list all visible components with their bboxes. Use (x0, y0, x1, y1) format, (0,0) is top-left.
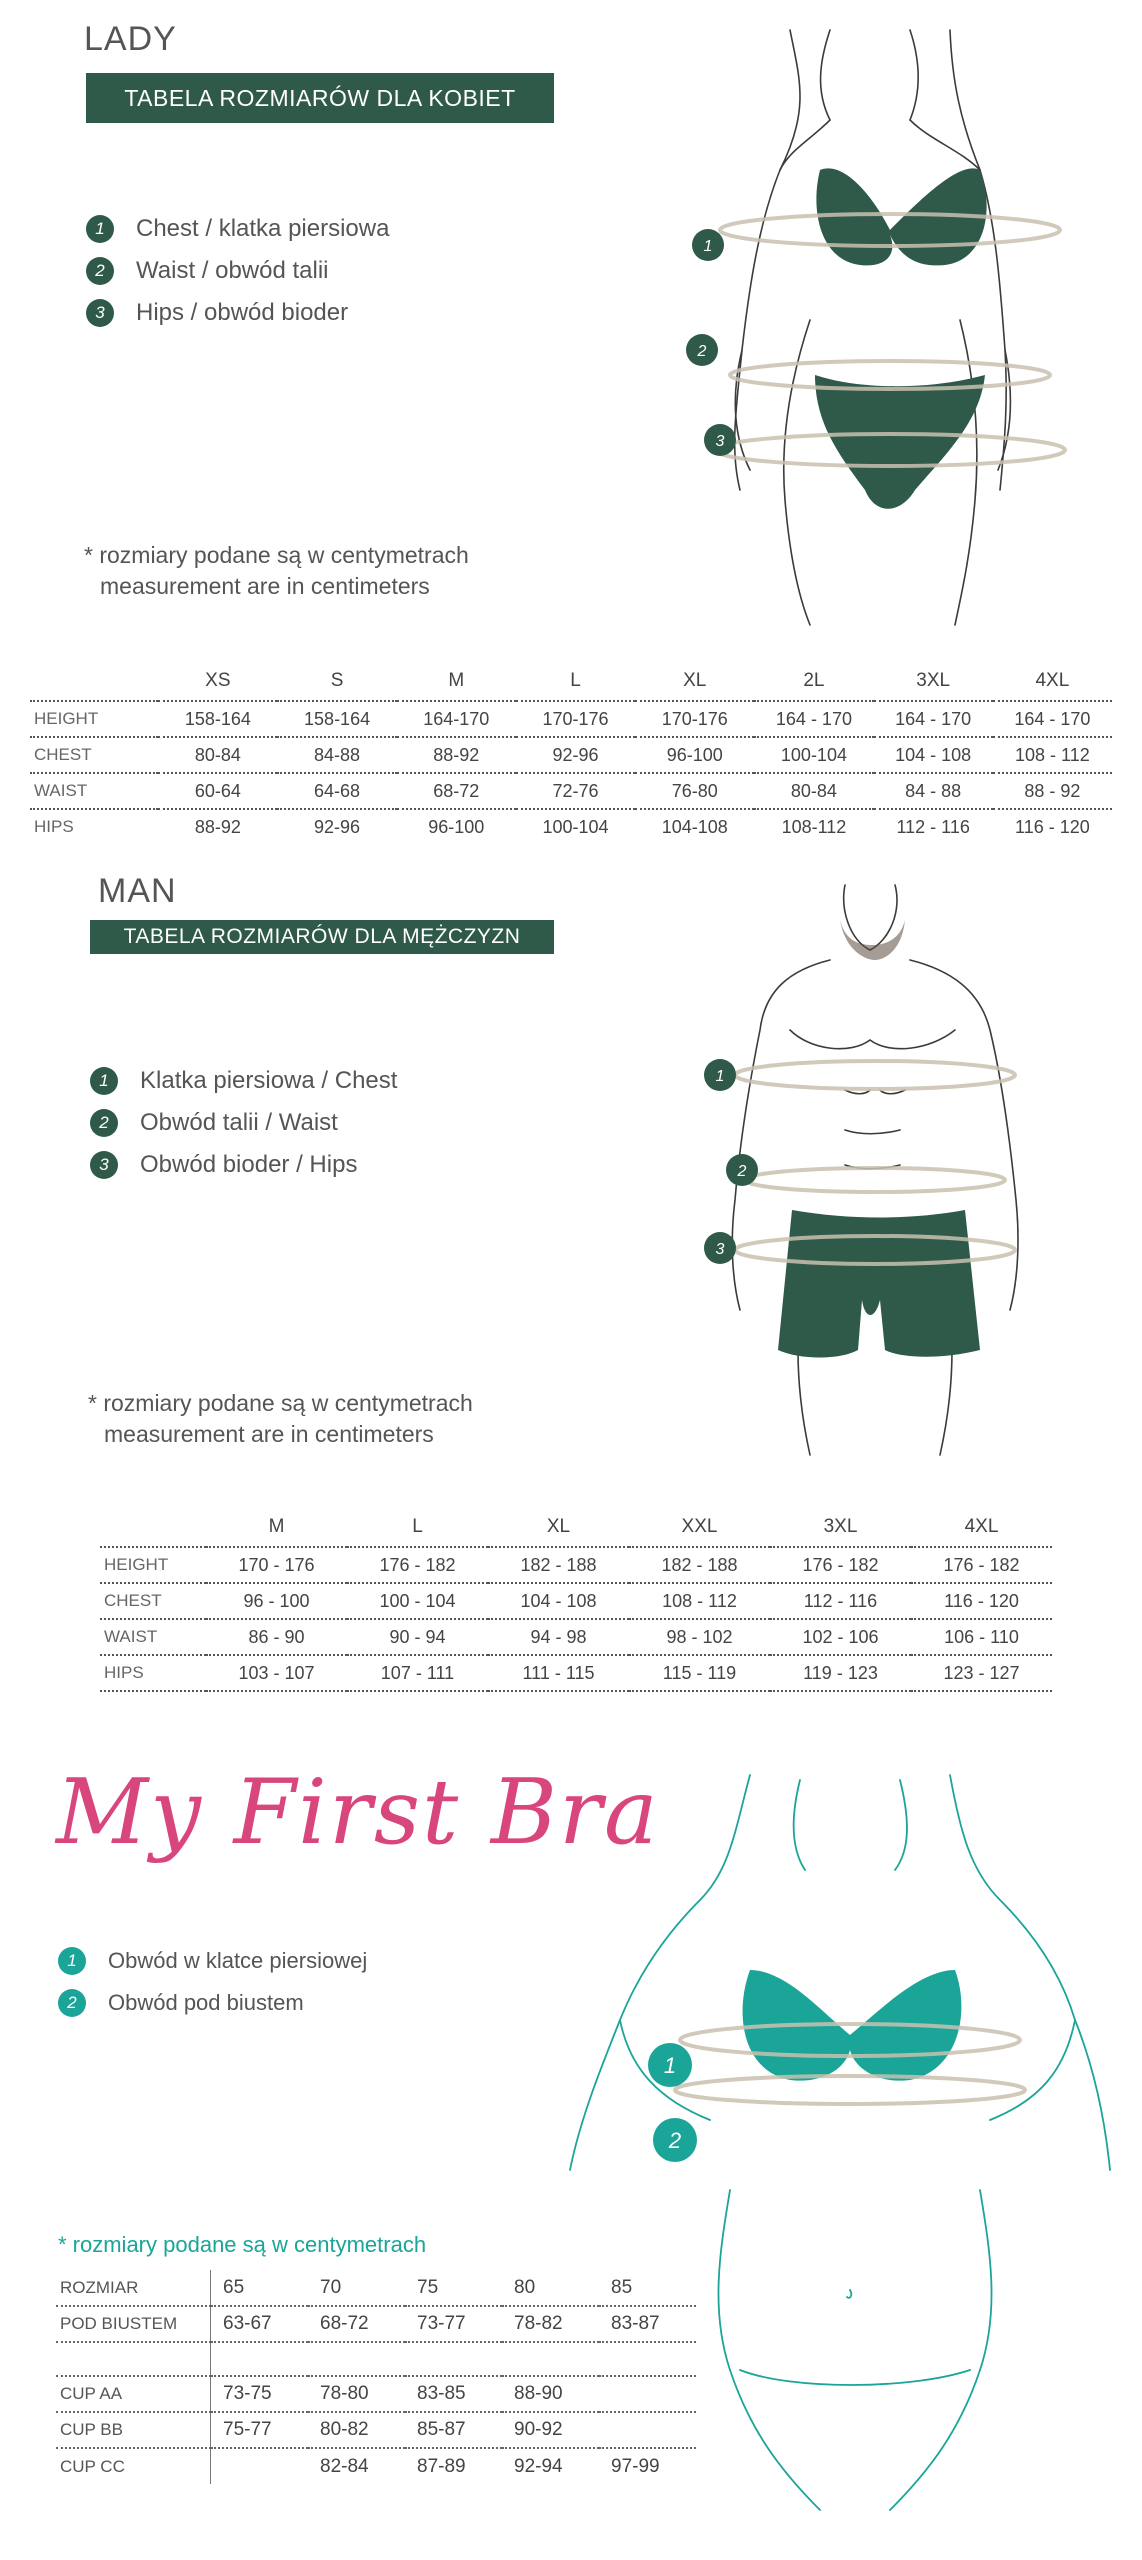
man-banner: TABELA ROZMIARÓW DLA MĘŻCZYZN (90, 920, 554, 954)
table-row (30, 809, 1112, 844)
svg-text:2: 2 (668, 2128, 682, 2153)
table-row (100, 1583, 1052, 1619)
size-header: S (330, 670, 344, 691)
table-cell: 73-77 (405, 2306, 502, 2342)
lady-title: LADY (84, 20, 177, 58)
bra-size-table (56, 2270, 696, 2484)
svg-text:3: 3 (715, 433, 725, 450)
table-cell: 84 - 88 (874, 773, 993, 809)
bra-note: * rozmiary podane są w centymetrach (58, 2232, 427, 2257)
table-cell: 104-108 (635, 809, 754, 844)
table-cell: 73-75 (211, 2376, 309, 2412)
row-label: HEIGHT (30, 701, 158, 737)
table-cell: 78-82 (502, 2306, 599, 2342)
table-cell: 176 - 182 (347, 1547, 488, 1583)
table-cell: 63-67 (211, 2306, 309, 2342)
table-cell: 108 - 112 (993, 737, 1112, 773)
table-cell: 108-112 (754, 809, 873, 844)
note-line: * rozmiary podane są w centymetrach (88, 1390, 473, 1416)
table-row (100, 1547, 1052, 1583)
size-header: L (570, 670, 581, 691)
svg-text:1: 1 (703, 238, 713, 255)
table-cell: 96-100 (397, 809, 516, 844)
row-label: POD BIUSTEM (56, 2306, 211, 2342)
svg-text:3: 3 (715, 1241, 725, 1258)
table-cell (599, 2412, 696, 2448)
table-cell: 96 - 100 (206, 1583, 347, 1619)
legend-label: Obwód w klatce piersiowej (108, 1948, 368, 1973)
table-cell: 158-164 (158, 701, 277, 737)
table-cell: 88 - 92 (993, 773, 1112, 809)
table-cell: 104 - 108 (488, 1583, 629, 1619)
table-cell: 94 - 98 (488, 1619, 629, 1655)
number-badge: 1 (86, 215, 114, 243)
legend-item (86, 292, 389, 334)
table-cell: 83-87 (599, 2306, 696, 2342)
table-cell: 86 - 90 (206, 1619, 347, 1655)
table-row (100, 1619, 1052, 1655)
table-cell: 60-64 (158, 773, 277, 809)
number-badge: 1 (90, 1067, 118, 1095)
size-header: 4XL (1035, 670, 1070, 691)
table-cell: 158-164 (277, 701, 396, 737)
number-badge: 2 (86, 257, 114, 285)
legend-label: Obwód pod biustem (108, 1990, 304, 2015)
table-cell: 116 - 120 (911, 1583, 1052, 1619)
my-first-bra-title: My First Bra (56, 1760, 660, 1865)
size-header: 75 (417, 2276, 439, 2298)
number-badge: 3 (86, 299, 114, 327)
legend-label: Klatka piersiowa / Chest (140, 1067, 398, 1094)
row-label: HIPS (100, 1655, 206, 1691)
table-cell: 78-80 (308, 2376, 405, 2412)
size-header: 3XL (916, 670, 951, 691)
legend-item (86, 250, 389, 292)
table-cell: 119 - 123 (770, 1655, 911, 1691)
table-cell: 170 - 176 (206, 1547, 347, 1583)
table-cell: 182 - 188 (629, 1547, 770, 1583)
table-cell: 107 - 111 (347, 1655, 488, 1691)
size-header: 80 (514, 2276, 536, 2298)
table-cell: 176 - 182 (911, 1547, 1052, 1583)
row-label: CUP BB (56, 2412, 211, 2448)
size-header: 2L (803, 670, 825, 691)
size-header: XXL (681, 1516, 718, 1537)
table-cell (211, 2448, 309, 2484)
row-label: CUP AA (56, 2376, 211, 2412)
size-header: 3XL (823, 1516, 858, 1537)
table-cell: 88-92 (397, 737, 516, 773)
man-legend (90, 1060, 397, 1186)
legend-item (86, 208, 389, 250)
table-header-row (30, 662, 1112, 701)
table-cell: 100 - 104 (347, 1583, 488, 1619)
number-badge: 2 (90, 1109, 118, 1137)
number-badge: 2 (58, 1989, 86, 2017)
row-label: CUP CC (56, 2448, 211, 2484)
table-row (30, 737, 1112, 773)
note-line: measurement are in centimeters (100, 573, 430, 599)
legend-item (58, 1982, 367, 2024)
table-cell: 76-80 (635, 773, 754, 809)
table-row (56, 2448, 696, 2484)
table-cell: 115 - 119 (629, 1655, 770, 1691)
lady-note (84, 540, 469, 602)
table-cell: 111 - 115 (488, 1655, 629, 1691)
man-note (88, 1388, 473, 1450)
table-cell: 104 - 108 (874, 737, 993, 773)
table-cell: 72-76 (516, 773, 635, 809)
legend-label: Obwód bioder / Hips (140, 1151, 358, 1178)
lady-legend (86, 208, 389, 334)
table-cell: 68-72 (308, 2306, 405, 2342)
table-cell: 164 - 170 (754, 701, 873, 737)
table-cell: 80-84 (754, 773, 873, 809)
number-badge: 1 (58, 1947, 86, 1975)
svg-text:2: 2 (737, 1163, 747, 1180)
row-label: WAIST (30, 773, 158, 809)
table-cell: 106 - 110 (911, 1619, 1052, 1655)
table-cell: 164 - 170 (993, 701, 1112, 737)
table-cell: 90-92 (502, 2412, 599, 2448)
row-label: ROZMIAR (56, 2270, 211, 2306)
legend-label: Chest / klatka piersiowa (136, 215, 390, 242)
legend-item (58, 1940, 367, 1982)
table-cell: 100-104 (754, 737, 873, 773)
row-label: HEIGHT (100, 1547, 206, 1583)
table-cell: 64-68 (277, 773, 396, 809)
table-cell (599, 2376, 696, 2412)
table-cell: 96-100 (635, 737, 754, 773)
table-cell: 80-82 (308, 2412, 405, 2448)
size-header: 65 (223, 2276, 245, 2298)
legend-label: Waist / obwód talii (136, 257, 329, 284)
svg-text:2: 2 (697, 343, 707, 360)
table-cell: 85-87 (405, 2412, 502, 2448)
table-cell: 88-92 (158, 809, 277, 844)
table-cell: 176 - 182 (770, 1547, 911, 1583)
size-header: 85 (611, 2276, 633, 2298)
number-badge: 3 (90, 1151, 118, 1179)
note-line: * rozmiary podane są w centymetrach (84, 542, 469, 568)
table-cell: 92-96 (277, 809, 396, 844)
size-header: M (268, 1516, 285, 1537)
row-label: CHEST (100, 1583, 206, 1619)
size-header: XS (205, 670, 231, 691)
table-spacer-row (56, 2342, 696, 2376)
table-cell: 182 - 188 (488, 1547, 629, 1583)
table-cell: 97-99 (611, 2455, 660, 2477)
size-header: XL (546, 1516, 571, 1537)
table-cell: 82-84 (320, 2455, 369, 2477)
table-header-row (100, 1508, 1052, 1547)
legend-label: Obwód talii / Waist (140, 1109, 338, 1136)
lady-figure-illustration (660, 20, 1100, 630)
table-cell: 68-72 (397, 773, 516, 809)
legend-item (90, 1102, 397, 1144)
table-cell: 102 - 106 (770, 1619, 911, 1655)
table-row (56, 2412, 696, 2448)
note-line: measurement are in centimeters (104, 1421, 434, 1447)
row-label: HIPS (30, 809, 158, 844)
table-cell: 123 - 127 (911, 1655, 1052, 1691)
table-cell: 100-104 (516, 809, 635, 844)
table-cell: 112 - 116 (770, 1583, 911, 1619)
table-row (56, 2376, 696, 2412)
table-cell: 88-90 (502, 2376, 599, 2412)
table-cell: 80-84 (158, 737, 277, 773)
row-label: CHEST (30, 737, 158, 773)
size-header: 70 (320, 2276, 342, 2298)
svg-text:1: 1 (715, 1068, 725, 1085)
table-row (30, 701, 1112, 737)
table-row (56, 2270, 696, 2306)
svg-text:1: 1 (663, 2053, 677, 2078)
table-cell: 116 - 120 (993, 809, 1112, 844)
table-cell: 103 - 107 (206, 1655, 347, 1691)
table-cell: 164-170 (397, 701, 516, 737)
lady-size-table (30, 662, 1112, 844)
table-row (56, 2306, 696, 2342)
legend-item (90, 1144, 397, 1186)
man-figure-illustration (680, 880, 1080, 1460)
table-cell: 84-88 (277, 737, 396, 773)
legend-item (90, 1060, 397, 1102)
table-row (30, 773, 1112, 809)
size-header: M (448, 670, 465, 691)
table-cell: 90 - 94 (347, 1619, 488, 1655)
table-cell: 170-176 (635, 701, 754, 737)
table-cell: 92-96 (516, 737, 635, 773)
table-cell: 164 - 170 (874, 701, 993, 737)
table-row (100, 1655, 1052, 1691)
table-cell: 75-77 (211, 2412, 309, 2448)
size-header: XL (683, 670, 707, 691)
table-cell: 98 - 102 (629, 1619, 770, 1655)
row-label: WAIST (100, 1619, 206, 1655)
table-cell: 92-94 (514, 2455, 563, 2477)
legend-label: Hips / obwód bioder (136, 299, 349, 326)
table-cell: 83-85 (405, 2376, 502, 2412)
table-cell: 108 - 112 (629, 1583, 770, 1619)
lady-banner: TABELA ROZMIARÓW DLA KOBIET (86, 73, 554, 123)
size-header: 4XL (964, 1516, 999, 1537)
size-header: L (412, 1516, 423, 1537)
table-cell: 170-176 (516, 701, 635, 737)
table-cell: 112 - 116 (874, 809, 993, 844)
bra-legend (58, 1940, 367, 2024)
man-size-table (100, 1508, 1052, 1692)
table-cell: 87-89 (417, 2455, 466, 2477)
man-title: MAN (98, 872, 177, 910)
